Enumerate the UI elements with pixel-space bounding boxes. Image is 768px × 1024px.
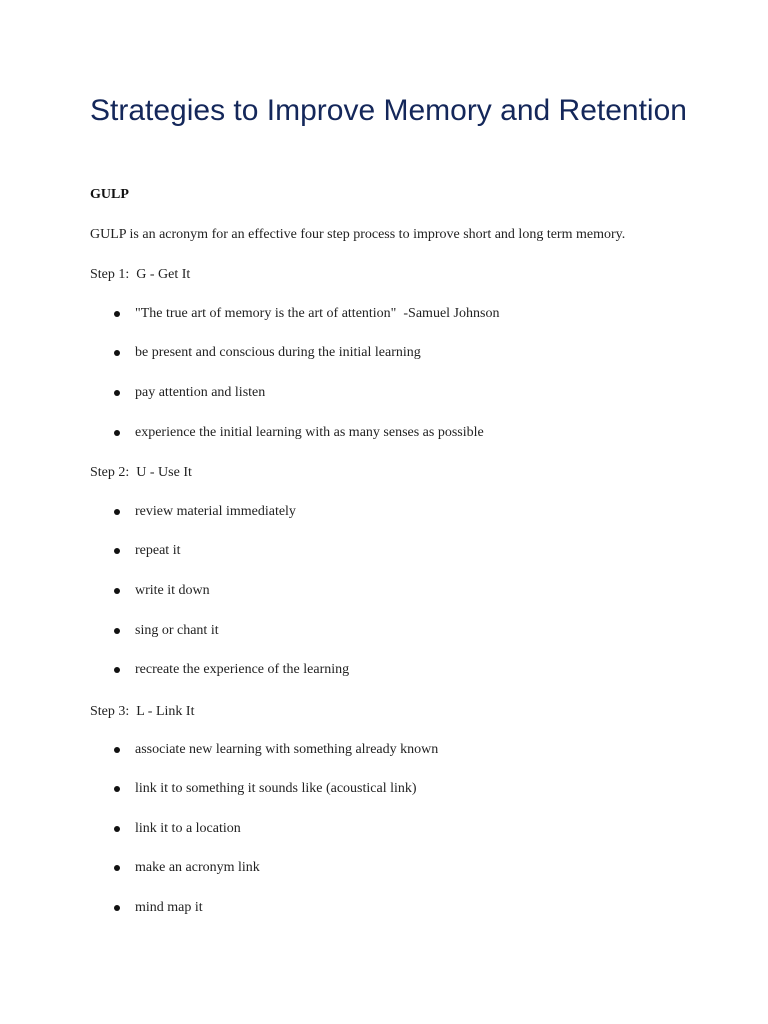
list-item-text: pay attention and listen	[135, 385, 266, 400]
list-item-text: experience the initial learning with as many senses as possible	[135, 425, 484, 440]
list-item-text: repeat it	[135, 543, 181, 558]
list-item	[90, 899, 203, 971]
bullet-icon	[114, 430, 120, 436]
bullet-icon	[114, 628, 120, 634]
intro-paragraph: GULP is an acronym for an effective four step process to improve short and long term memory.	[90, 227, 626, 242]
bullet-icon	[114, 588, 120, 594]
section-heading-gulp: GULP	[90, 187, 129, 202]
step-3-label: Step 3: L - Link It	[90, 704, 195, 719]
list-item-text: review material immediately	[135, 504, 296, 519]
step-1-label: Step 1: G - Get It	[90, 267, 191, 282]
bullet-icon	[114, 786, 120, 792]
list-item-text: mind map it	[135, 900, 203, 915]
bullet-icon	[114, 311, 120, 317]
list-item-text: write it down	[135, 583, 210, 598]
list-item-text: recreate the experience of the learning	[135, 662, 350, 677]
list-item-text: "The true art of memory is the art of attention" -Samuel Johnson	[135, 306, 500, 321]
list-item-text: link it to something it sounds like (acoustical link)	[135, 781, 417, 796]
list-item-text: link it to a location	[135, 821, 241, 836]
bullet-icon	[114, 826, 120, 832]
bullet-icon	[114, 509, 120, 515]
bullet-icon	[114, 667, 120, 673]
list-item-text: associate new learning with something already known	[135, 742, 439, 757]
bullet-icon	[114, 905, 120, 911]
list-item-text: make an acronym link	[135, 860, 260, 875]
bullet-icon	[114, 390, 120, 396]
bullet-icon	[114, 350, 120, 356]
document-title: Strategies to Improve Memory and Retention	[90, 94, 687, 127]
bullet-icon	[114, 548, 120, 554]
bullet-icon	[114, 747, 120, 753]
bullet-icon	[114, 865, 120, 871]
step-2-label: Step 2: U - Use It	[90, 465, 192, 480]
list-item-text: sing or chant it	[135, 623, 219, 638]
list-item-text: be present and conscious during the initial learning	[135, 345, 421, 360]
